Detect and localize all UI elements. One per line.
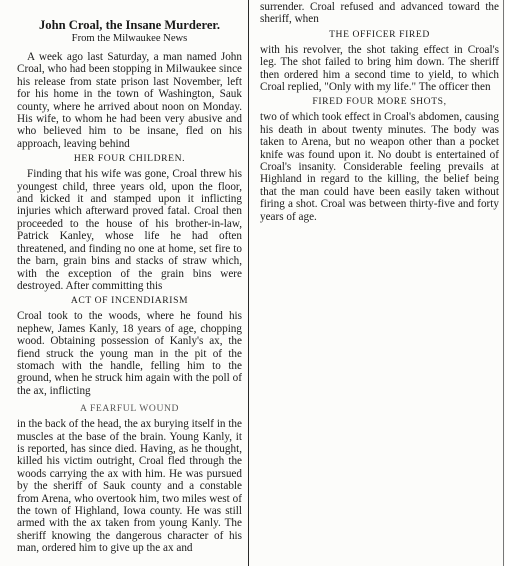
paragraph-5: surrender. Croal refused and advanced toward the sheriff, when xyxy=(260,1,499,26)
subhead-the-officer-fired: THE OFFICER FIRED xyxy=(329,28,430,40)
subhead-her-four-children: HER FOUR CHILDREN. xyxy=(73,153,186,165)
paragraph-2: Finding that his wife was gone, Croal threw his youngest child, three years old, upon the floor, and kicked it and stamped upon it inflicting injuries which afterward proved fatal. Croal then proceeded to the house of his brother-in-law, Patrick Kanley, whose life he had often threatened, and finding no one at home, set fire to the barn, grain bins and stacks of straw which, with the exception of the grain bins were destroyed. After committing this xyxy=(17,168,242,292)
paragraph-3: Croal took to the woods, where he found his nephew, James Kanly, 18 years of age, chopping wood. Obtaining possession of Kanly's ax, the fiend struck the young man in the pit of the stomach with the handle, felling him to the ground, when he struck him again with the poll of the ax, inflicting xyxy=(17,310,242,397)
left-column xyxy=(0,0,248,566)
article-byline: From the Milwaukee News xyxy=(71,33,188,44)
paragraph-4: in the back of the head, the ax burying itself in the muscles at the base of the brain. Young Kanly, it is reported, has since died. Having, as he thought, killed his victim outright, Croal fled through the woods carrying the ax with him. He was pursued by the sheriff of Sauk county and a constable from Arena, who overtook him, two miles west of the town of Highland, Iowa county. He was still armed with the ax taken from young Kanly. The sheriff knowing the dangerous character of his man, ordered him to give up the ax and xyxy=(17,418,242,555)
subhead-a-fearful-wound: A FEARFUL WOUND xyxy=(79,403,180,415)
right-column xyxy=(249,0,505,566)
paragraph-6: with his revolver, the shot taking effect in Croal's leg. The shot failed to bring him down. The sheriff then ordered him a second time to yield, to which Croal replied, "Only with my life." The officer then xyxy=(260,43,499,94)
subhead-act-of-incendiarism: ACT OF INCENDIARISM xyxy=(70,295,189,307)
paragraph-1: A week ago last Saturday, a man named John Croal, who had been stopping in Milwaukee since his release from state prison last November, left for his home in the town of Washington, Sauk county, where he arrived about noon on Monday. His wife, to whom he had been very abusive and who believed him to be insane, fled on his approach, leaving behind xyxy=(17,51,242,150)
article-title: John Croal, the Insane Murderer. xyxy=(39,18,220,32)
paragraph-7: two of which took effect in Croal's abdomen, causing his death in about twenty minutes. The body was taken to Arena, but no weapon other than a pocket knife was found upon it. No doubt is entertained of Croal's insanity. Considerable feeling prevails at Highland in regard to the killing, the belief being that the man could have been easily taken without firing a shot. Croal was between thirty-five and forty years of age. xyxy=(260,111,499,223)
subhead-fired-four-more-shots: FIRED FOUR MORE SHOTS, xyxy=(312,96,447,108)
